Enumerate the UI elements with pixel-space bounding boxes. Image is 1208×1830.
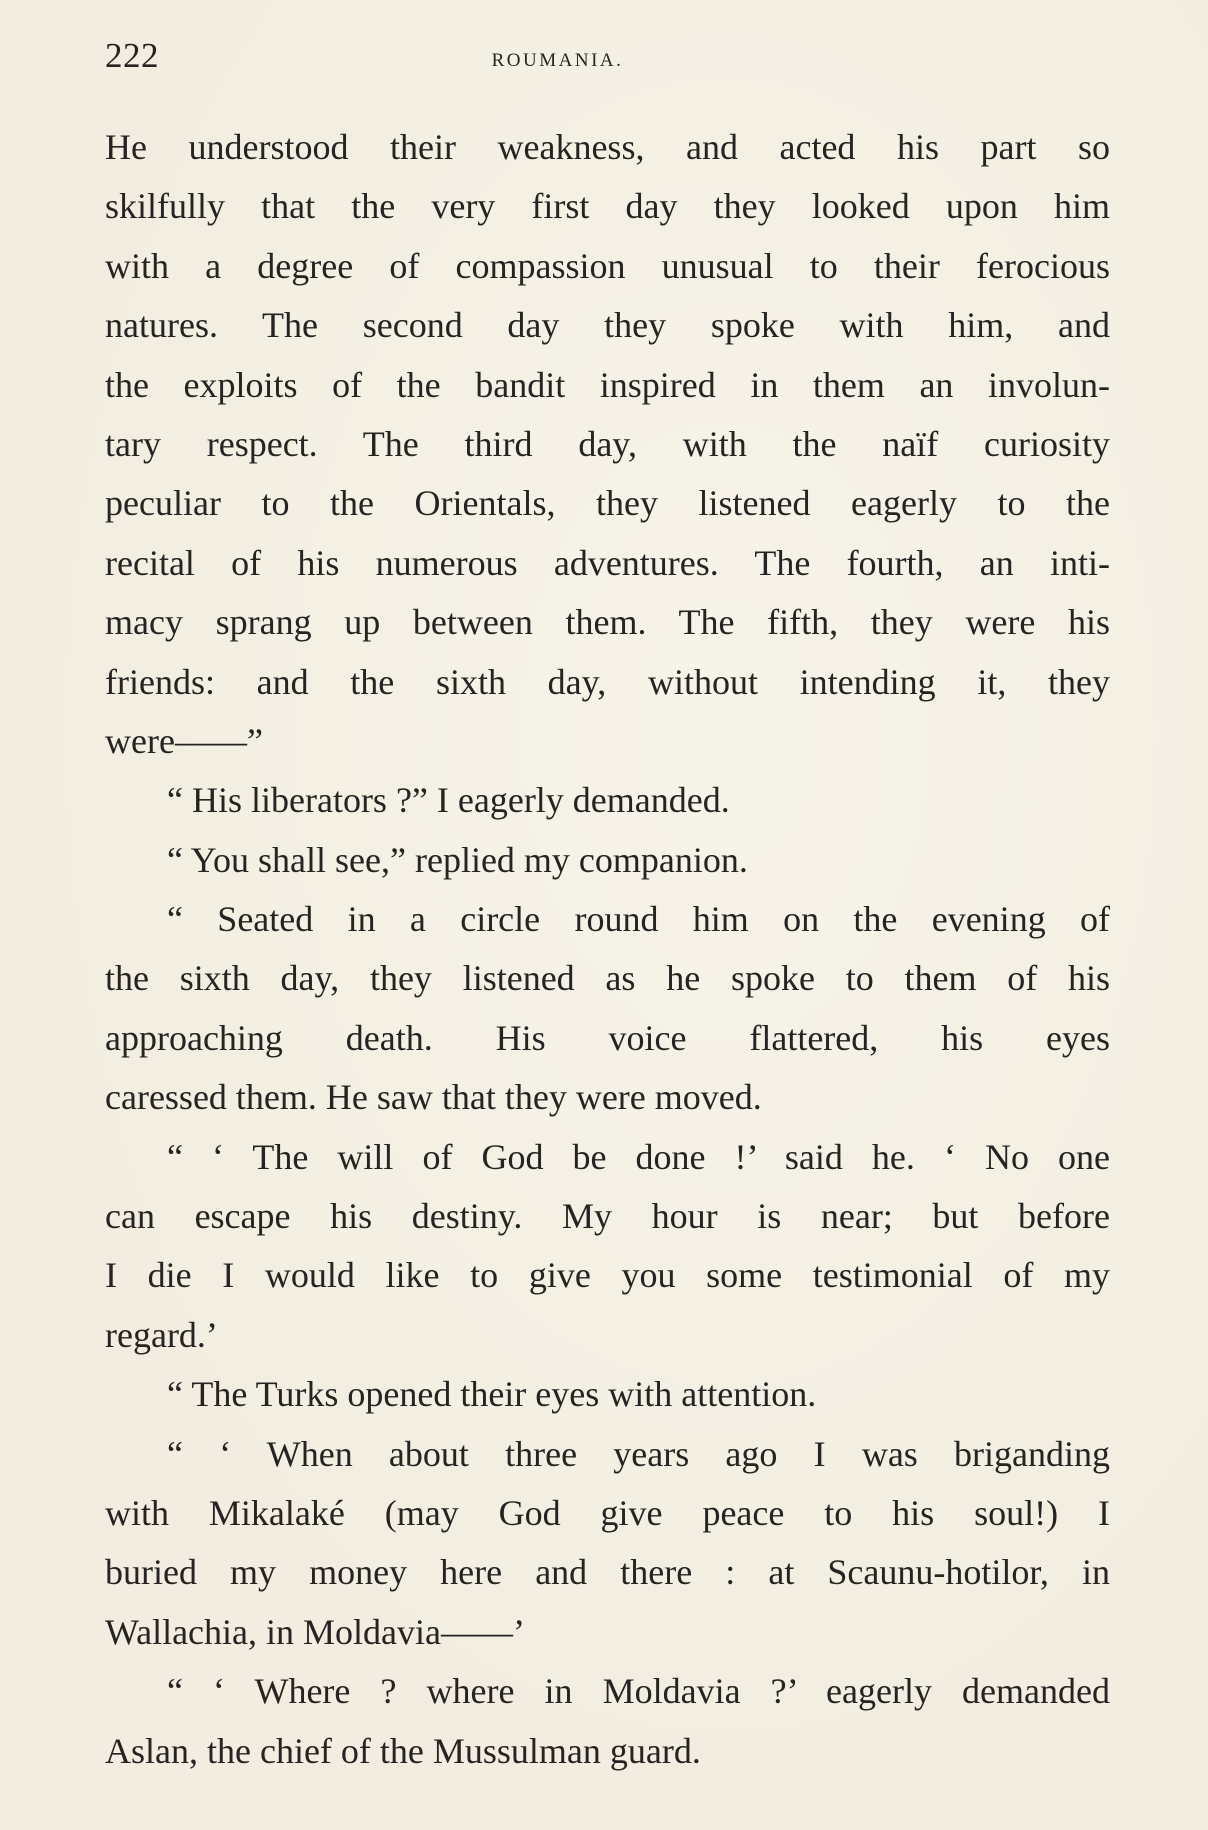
text-line: were——” <box>105 720 263 761</box>
text-line: tary respect. The third day, with the naïf curiosity <box>105 423 1110 464</box>
text-line: “ ‘ When about three years ago I was briganding <box>167 1433 1110 1474</box>
text-line: friends: and the sixth day, without intending it, they <box>105 661 1110 702</box>
body-text <box>105 118 1110 1781</box>
text-line: “ Seated in a circle round him on the evening of <box>167 899 1110 940</box>
text-line: can escape his destiny. My hour is near; but before <box>105 1196 1110 1237</box>
text-line: caressed them. He saw that they were moved. <box>105 1077 762 1118</box>
text-line: macy sprang up between them. The fifth, they were his <box>105 602 1110 643</box>
text-line: Wallachia, in Moldavia——’ <box>105 1611 525 1652</box>
text-line: natures. The second day they spoke with him, and <box>105 305 1110 346</box>
text-line: the sixth day, they listened as he spoke to them of his <box>105 958 1110 999</box>
text-line: with Mikalaké (may God give peace to his soul!) I <box>105 1492 1110 1533</box>
text-line: “ His liberators ?” I eagerly demanded. <box>167 780 730 821</box>
text-line: “ ‘ Where ? where in Moldavia ?’ eagerly demanded <box>167 1671 1110 1712</box>
text-line: “ You shall see,” replied my companion. <box>167 839 748 880</box>
text-line: approaching death. His voice flattered, his eyes <box>105 1017 1110 1058</box>
text-line: I die I would like to give you some testimonial of my <box>105 1255 1110 1296</box>
text-line: “ The Turks opened their eyes with attention. <box>167 1374 817 1415</box>
text-line: He understood their weakness, and acted his part so <box>105 127 1110 167</box>
page-header <box>105 36 1110 86</box>
text-line: “ ‘ The will of God be done !’ said he. ‘ No one <box>167 1136 1110 1177</box>
running-title: ROUMANIA. <box>491 50 624 71</box>
text-line: the exploits of the bandit inspired in them an involun- <box>105 364 1110 405</box>
text-line: peculiar to the Orientals, they listened eagerly to the <box>105 483 1110 524</box>
text-line: recital of his numerous adventures. The fourth, an inti- <box>105 542 1110 583</box>
text-line: buried my money here and there : at Scaunu-hotilor, in <box>105 1552 1110 1593</box>
text-line: regard.’ <box>105 1314 218 1355</box>
text-line: with a degree of compassion unusual to their ferocious <box>105 245 1110 286</box>
page-number: 222 <box>105 36 159 75</box>
text-line: skilfully that the very first day they looked upon him <box>105 186 1110 227</box>
text-line: Aslan, the chief of the Mussulman guard. <box>105 1730 701 1771</box>
